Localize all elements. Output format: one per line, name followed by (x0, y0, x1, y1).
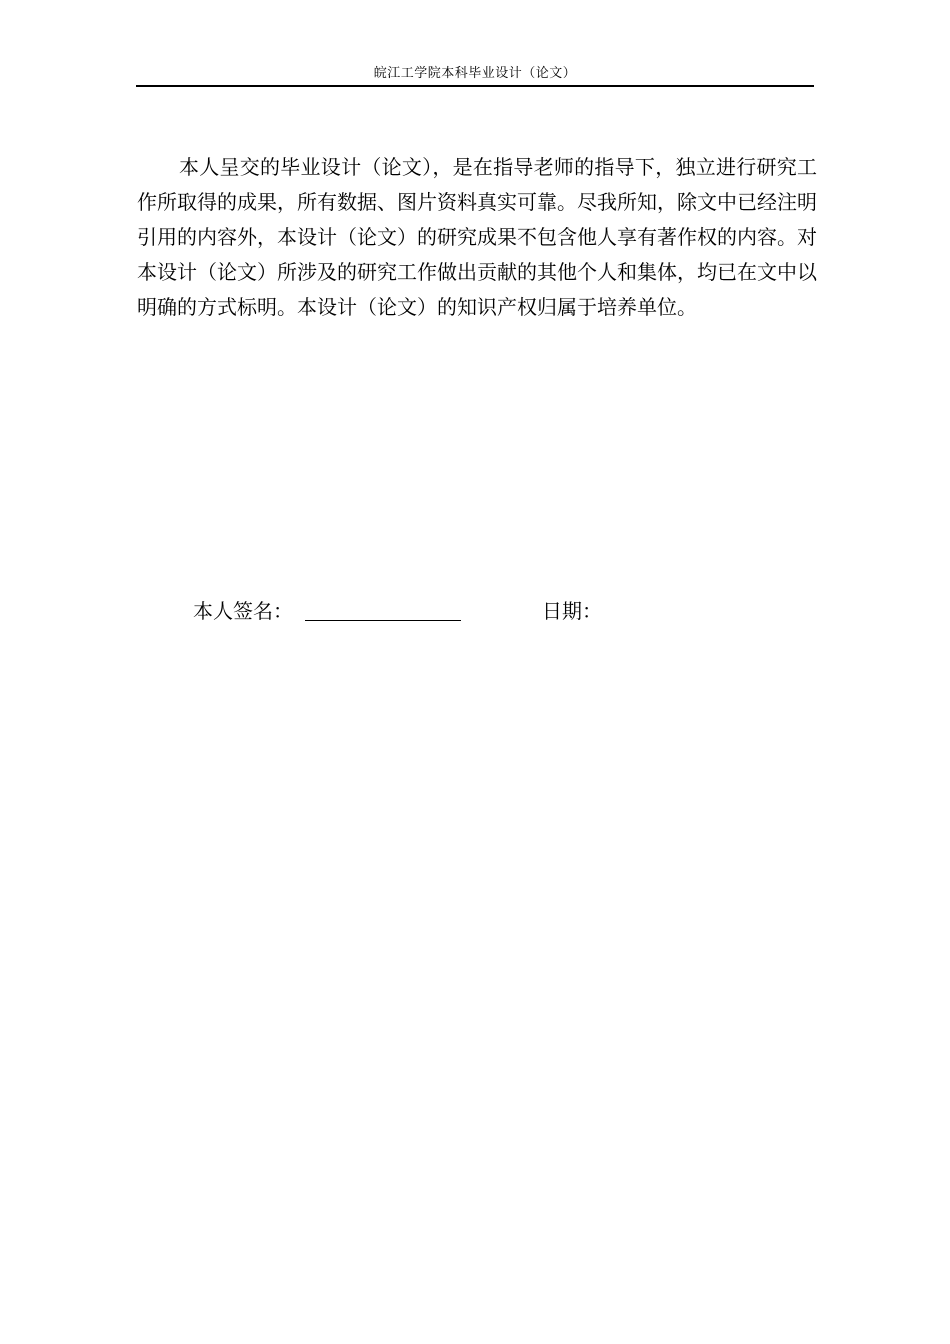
page-header: 皖江工学院本科毕业设计（论文） (373, 66, 577, 81)
date-label: 日期： (542, 599, 602, 623)
signature-label: 本人签名： (193, 599, 293, 623)
declaration-paragraph: 本人呈交的毕业设计（论文），是在指导老师的指导下，独立进行研究工作所取得的成果，所有数据、图片资料真实可靠。尽我所知，除文中已经注明引用的内容外，本设计（论文）的研究成果不包含他人享有著作权的内容。对本设计（论文）所涉及的研究工作做出贡献的其他个人和集体，均已在文中以明确的方式标明。本设计（论文）的知识产权归属于培养单位。 (137, 155, 817, 319)
signature-blank-line (305, 620, 461, 621)
signature-row (193, 596, 753, 626)
header-divider (136, 85, 814, 87)
